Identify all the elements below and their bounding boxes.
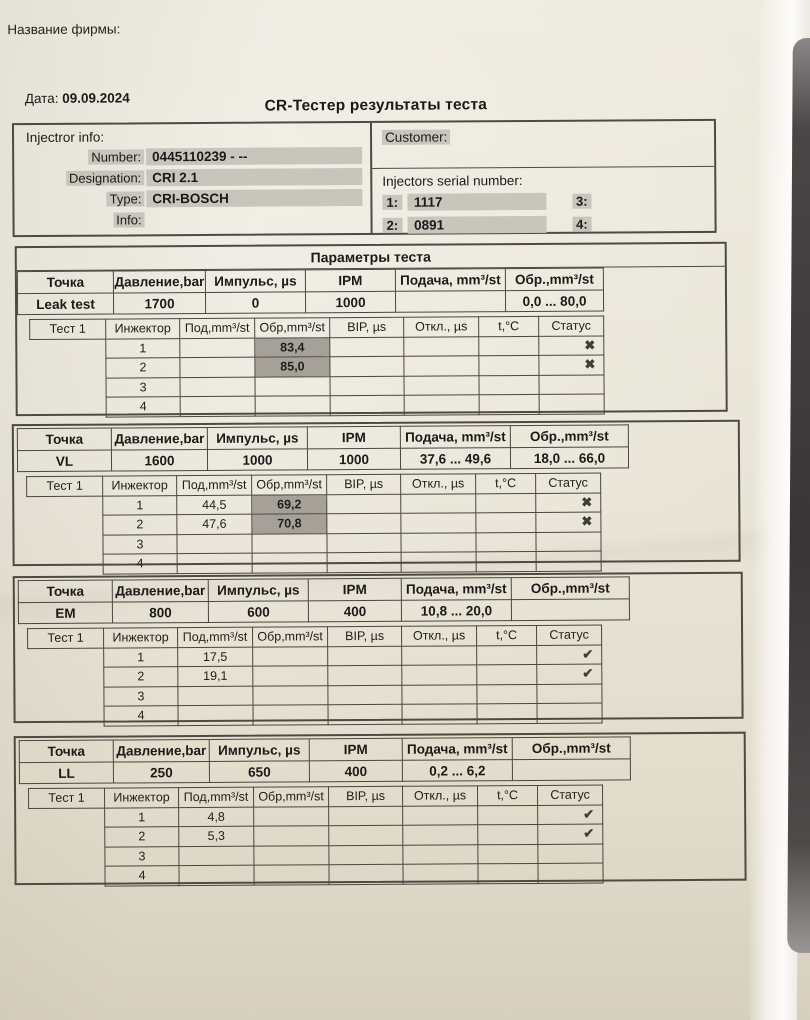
col-point: Точка <box>17 428 111 451</box>
pod-value <box>179 865 254 885</box>
col-pulse: Импульс, µs <box>209 739 309 762</box>
status-cell <box>539 394 604 414</box>
col-bip: BIP, µs <box>327 474 401 494</box>
spacer-cell <box>27 535 103 555</box>
injector-number: 1 <box>103 495 177 515</box>
obr-value <box>252 553 327 573</box>
temp-value <box>476 493 536 513</box>
col-status: Статус <box>536 473 601 493</box>
bip-value <box>328 665 402 685</box>
col-return: Обр.,mm³/st <box>505 268 603 291</box>
col-return: Обр.,mm³/st <box>510 425 628 448</box>
obr-value <box>253 666 328 686</box>
test-results-table <box>27 625 603 727</box>
test-section-leak-test <box>15 242 728 416</box>
feed-range: 0,2 ... 6,2 <box>402 760 512 782</box>
spacer-cell <box>29 808 105 828</box>
point-name: LL <box>19 762 113 784</box>
otkl-value <box>401 532 476 552</box>
designation-value: CRI 2.1 <box>146 168 362 186</box>
col-status: Статус <box>537 625 602 645</box>
company-name-label: Название фирмы: <box>7 21 121 38</box>
pod-value: 44,5 <box>177 495 252 515</box>
otkl-value <box>401 493 476 513</box>
obr-value-highlighted: 83,4 <box>255 337 330 357</box>
obr-value <box>254 826 329 846</box>
bip-value <box>330 376 404 396</box>
otkl-value <box>401 552 476 572</box>
check-icon: ✔ <box>582 665 594 681</box>
point-value-row <box>18 599 629 624</box>
temp-value <box>477 645 537 665</box>
pressure-value: 1600 <box>111 449 207 471</box>
injector-row <box>27 551 601 574</box>
status-cell <box>536 493 601 513</box>
params-title: Параметры теста <box>17 244 725 271</box>
date-value: 09.09.2024 <box>62 90 130 106</box>
test-results-table <box>28 785 604 887</box>
col-bip: BIP, µs <box>328 626 402 646</box>
serial-row-1-3 <box>382 191 704 212</box>
test-results-table <box>29 316 605 418</box>
bip-value <box>327 533 401 553</box>
status-cell <box>537 703 602 723</box>
test-results-table <box>26 473 602 575</box>
pressure-value: 250 <box>113 761 209 783</box>
injector-row <box>29 863 603 886</box>
pod-value <box>180 357 255 377</box>
spacer-cell <box>28 687 104 707</box>
customer-label: Customer: <box>382 129 450 144</box>
status-cell <box>537 664 602 684</box>
spacer-cell <box>29 847 105 867</box>
cross-icon: ✖ <box>581 513 593 529</box>
point-value-row <box>19 759 630 784</box>
col-temp: t,°C <box>479 316 539 336</box>
point-name: EM <box>18 602 112 624</box>
obr-value-highlighted: 70,8 <box>252 514 327 534</box>
return-range <box>511 599 629 621</box>
spacer-cell <box>30 397 106 417</box>
col-status: Статус <box>539 316 604 336</box>
date-label: Дата: <box>24 90 59 107</box>
obr-value <box>253 685 328 705</box>
col-ipm: IPM <box>308 578 401 601</box>
col-pulse: Импульс, µs <box>208 579 308 602</box>
injector-number: 1 <box>105 807 179 827</box>
spacer-cell <box>30 358 106 378</box>
customer-section <box>372 121 714 169</box>
col-feed: Подача, mm³/st <box>401 578 511 601</box>
check-icon: ✔ <box>582 646 594 662</box>
injector-number: 1 <box>104 647 178 667</box>
bip-value <box>330 337 404 357</box>
col-point: Точка <box>17 271 113 294</box>
otkl-value <box>402 665 477 685</box>
col-return: Обр.,mm³/st <box>512 737 630 760</box>
ipm-value: 1000 <box>307 448 400 470</box>
col-feed: Подача, mm³/st <box>402 738 512 761</box>
status-cell <box>539 336 604 356</box>
serials-heading: Injectors serial number: <box>382 173 523 189</box>
injector-number: 2 <box>105 827 179 847</box>
col-injector: Инжектор <box>106 319 180 339</box>
point-table <box>18 576 630 624</box>
otkl-value <box>404 356 479 376</box>
info-row-info <box>26 209 362 230</box>
injector-number: 2 <box>106 358 180 378</box>
test-number: Тест 1 <box>29 788 105 808</box>
status-cell <box>538 824 603 844</box>
col-temp: t,°C <box>476 473 536 493</box>
test-number: Тест 1 <box>27 476 103 496</box>
col-pressure: Давление,bar <box>113 270 205 293</box>
temp-value <box>478 863 538 883</box>
info-row-designation <box>26 167 362 188</box>
spacer-cell <box>29 827 105 847</box>
otkl-value <box>404 395 479 415</box>
ipm-value: 400 <box>309 760 402 782</box>
serials-section <box>372 167 714 235</box>
col-point: Точка <box>18 580 112 603</box>
col-temp: t,°C <box>477 785 537 805</box>
col-feed: Подача, mm³/st <box>400 426 510 449</box>
obr-value <box>253 646 328 666</box>
test-section-ll <box>14 732 747 885</box>
return-range: 18,0 ... 66,0 <box>510 447 628 469</box>
col-point: Точка <box>19 740 113 763</box>
pod-value <box>178 705 253 725</box>
info-row-type <box>26 188 362 209</box>
col-otkl: Откл., µs <box>404 317 479 337</box>
col-ipm: IPM <box>307 426 400 449</box>
spacer-cell <box>27 496 103 516</box>
temp-value <box>477 684 537 704</box>
status-cell <box>538 805 603 825</box>
bip-value <box>329 806 403 826</box>
injector-number: 3 <box>103 534 177 554</box>
injector-number: 4 <box>103 554 177 574</box>
injector-number: 2 <box>104 667 178 687</box>
serial-row-2-4 <box>383 214 705 235</box>
test-number: Тест 1 <box>28 628 104 648</box>
temp-value <box>479 336 539 356</box>
pod-value: 47,6 <box>177 514 252 534</box>
col-obr: Обр,mm³/st <box>252 475 327 495</box>
pressure-value: 1700 <box>113 292 205 314</box>
obr-value <box>255 396 330 416</box>
otkl-value <box>404 375 479 395</box>
designation-label: Designation: <box>66 170 144 185</box>
pulse-value: 650 <box>209 761 309 783</box>
otkl-value <box>402 684 477 704</box>
test-section-em <box>13 572 744 723</box>
temp-value <box>476 512 536 532</box>
temp-value <box>478 824 538 844</box>
cross-icon: ✖ <box>584 337 596 353</box>
injector-info-panel <box>14 123 371 235</box>
otkl-value <box>402 704 477 724</box>
point-name: VL <box>17 450 111 472</box>
injector-row <box>30 394 604 417</box>
spacer-cell <box>27 515 103 535</box>
test-number: Тест 1 <box>30 319 106 339</box>
status-cell <box>539 375 604 395</box>
point-name: Leak test <box>17 293 113 315</box>
bip-value <box>329 864 403 884</box>
bip-value <box>328 704 402 724</box>
obr-value <box>254 806 329 826</box>
feed-range: 37,6 ... 49,6 <box>400 448 510 470</box>
col-injector: Инжектор <box>105 788 179 808</box>
status-cell <box>539 355 604 375</box>
col-bip: BIP, µs <box>330 317 404 337</box>
col-ipm: IPM <box>305 269 395 292</box>
return-range <box>512 759 630 781</box>
col-pulse: Импульс, µs <box>207 427 307 450</box>
info-row-number <box>26 146 362 167</box>
col-pressure: Давление,bar <box>112 579 208 602</box>
temp-value <box>479 375 539 395</box>
temp-value <box>478 844 538 864</box>
serial-1-label: 1: <box>382 195 402 210</box>
bip-value <box>328 646 402 666</box>
injector-number: 4 <box>106 397 180 417</box>
ipm-value: 1000 <box>305 291 395 313</box>
otkl-value <box>403 805 478 825</box>
bip-value <box>330 395 404 415</box>
col-obr: Обр,mm³/st <box>255 318 330 338</box>
bip-value <box>330 356 404 376</box>
pressure-value: 800 <box>112 601 208 623</box>
col-pressure: Давление,bar <box>113 739 209 762</box>
serial-2-label: 2: <box>383 218 403 233</box>
spacer-cell <box>28 648 104 668</box>
col-pulse: Импульс, µs <box>205 270 305 293</box>
obr-value <box>252 533 327 553</box>
spacer-cell <box>29 866 105 886</box>
col-feed: Подача, mm³/st <box>395 269 505 292</box>
col-pod: Под,mm³/st <box>180 318 255 338</box>
temp-value <box>477 703 537 723</box>
col-obr: Обр,mm³/st <box>254 787 329 807</box>
pod-value <box>180 396 255 416</box>
col-bip: BIP, µs <box>329 786 403 806</box>
injector-number: 4 <box>105 866 179 886</box>
feed-range <box>395 291 505 313</box>
col-obr: Обр,mm³/st <box>253 627 328 647</box>
spacer-cell <box>30 339 106 359</box>
number-value: 0445110239 - -- <box>146 147 362 165</box>
injector-row <box>28 703 602 726</box>
temp-value <box>477 664 537 684</box>
col-ipm: IPM <box>309 738 402 761</box>
point-value-row <box>17 447 628 472</box>
otkl-value <box>403 864 478 884</box>
check-icon: ✔ <box>583 825 595 841</box>
col-otkl: Откл., µs <box>401 474 476 494</box>
status-cell <box>537 645 602 665</box>
pod-value: 19,1 <box>178 666 253 686</box>
pulse-value: 1000 <box>207 449 307 471</box>
obr-value <box>254 845 329 865</box>
col-pod: Под,mm³/st <box>179 787 254 807</box>
col-injector: Инжектор <box>103 476 177 496</box>
status-cell <box>538 863 603 883</box>
pod-value: 5,3 <box>179 826 254 846</box>
serial-3-label: 3: <box>572 194 592 209</box>
otkl-value <box>402 645 477 665</box>
serial-4-label: 4: <box>572 217 592 232</box>
serial-1-value: 1117 <box>407 193 546 211</box>
check-icon: ✔ <box>583 806 595 822</box>
customer-panel <box>370 121 715 233</box>
type-value: CRI-BOSCH <box>146 189 362 207</box>
injector-number: 2 <box>103 515 177 535</box>
temp-value <box>476 532 536 552</box>
col-status: Статус <box>537 785 602 805</box>
ipm-value: 400 <box>308 600 401 622</box>
pod-value: 17,5 <box>178 647 253 667</box>
point-table <box>17 424 629 472</box>
feed-range: 10,8 ... 20,0 <box>401 600 511 622</box>
bip-value <box>327 552 401 572</box>
bip-value <box>327 513 401 533</box>
info-label: Info: <box>113 212 144 227</box>
col-otkl: Откл., µs <box>402 786 477 806</box>
info-value <box>147 218 363 221</box>
status-cell <box>538 844 603 864</box>
cross-icon: ✖ <box>581 494 593 510</box>
spacer-cell <box>28 667 104 687</box>
number-label: Number: <box>88 149 144 164</box>
cross-icon: ✖ <box>584 356 596 372</box>
test-section-vl <box>12 420 741 571</box>
temp-value <box>479 394 539 414</box>
otkl-value <box>403 844 478 864</box>
bip-value <box>329 825 403 845</box>
point-value-row <box>17 290 603 315</box>
col-pod: Под,mm³/st <box>177 475 252 495</box>
status-cell <box>536 532 601 552</box>
temp-value <box>476 551 536 571</box>
temp-value <box>478 805 538 825</box>
pod-value <box>179 846 254 866</box>
col-otkl: Откл., µs <box>402 626 477 646</box>
pod-value <box>177 534 252 554</box>
pod-value: 4,8 <box>179 807 254 827</box>
pod-value <box>178 686 253 706</box>
status-cell <box>536 512 601 532</box>
obr-value-highlighted: 69,2 <box>252 494 327 514</box>
injector-info-heading: Injectror info: <box>25 129 105 146</box>
point-table <box>17 268 604 316</box>
pod-value <box>180 338 255 358</box>
col-pod: Под,mm³/st <box>178 627 253 647</box>
obr-value <box>254 865 329 885</box>
spacer-cell <box>27 554 103 574</box>
bip-value <box>329 845 403 865</box>
injector-number: 3 <box>106 377 180 397</box>
col-temp: t,°C <box>477 625 537 645</box>
obr-value <box>255 376 330 396</box>
injector-number: 4 <box>104 706 178 726</box>
col-pressure: Давление,bar <box>111 427 207 450</box>
type-label: Type: <box>107 191 145 206</box>
point-table <box>19 736 631 784</box>
obr-value-highlighted: 85,0 <box>255 357 330 377</box>
otkl-value <box>404 336 479 356</box>
col-return: Обр.,mm³/st <box>511 577 629 600</box>
obr-value <box>253 705 328 725</box>
serial-2-value: 0891 <box>407 216 546 234</box>
otkl-value <box>401 513 476 533</box>
injector-number: 3 <box>104 686 178 706</box>
temp-value <box>479 355 539 375</box>
pod-value <box>180 377 255 397</box>
status-cell <box>537 684 602 704</box>
pulse-value: 0 <box>205 292 305 314</box>
pod-value <box>177 553 252 573</box>
spacer-cell <box>28 706 104 726</box>
col-injector: Инжектор <box>104 628 178 648</box>
injector-number: 3 <box>105 846 179 866</box>
pulse-value: 600 <box>208 601 308 623</box>
return-range: 0,0 ... 80,0 <box>505 290 603 312</box>
page-title: CR-Тестер результаты теста <box>264 96 488 115</box>
status-cell <box>536 551 601 571</box>
injector-info-box <box>12 119 717 237</box>
spacer-cell <box>30 378 106 398</box>
bip-value <box>328 685 402 705</box>
bip-value <box>327 494 401 514</box>
otkl-value <box>403 825 478 845</box>
injector-number: 1 <box>106 338 180 358</box>
